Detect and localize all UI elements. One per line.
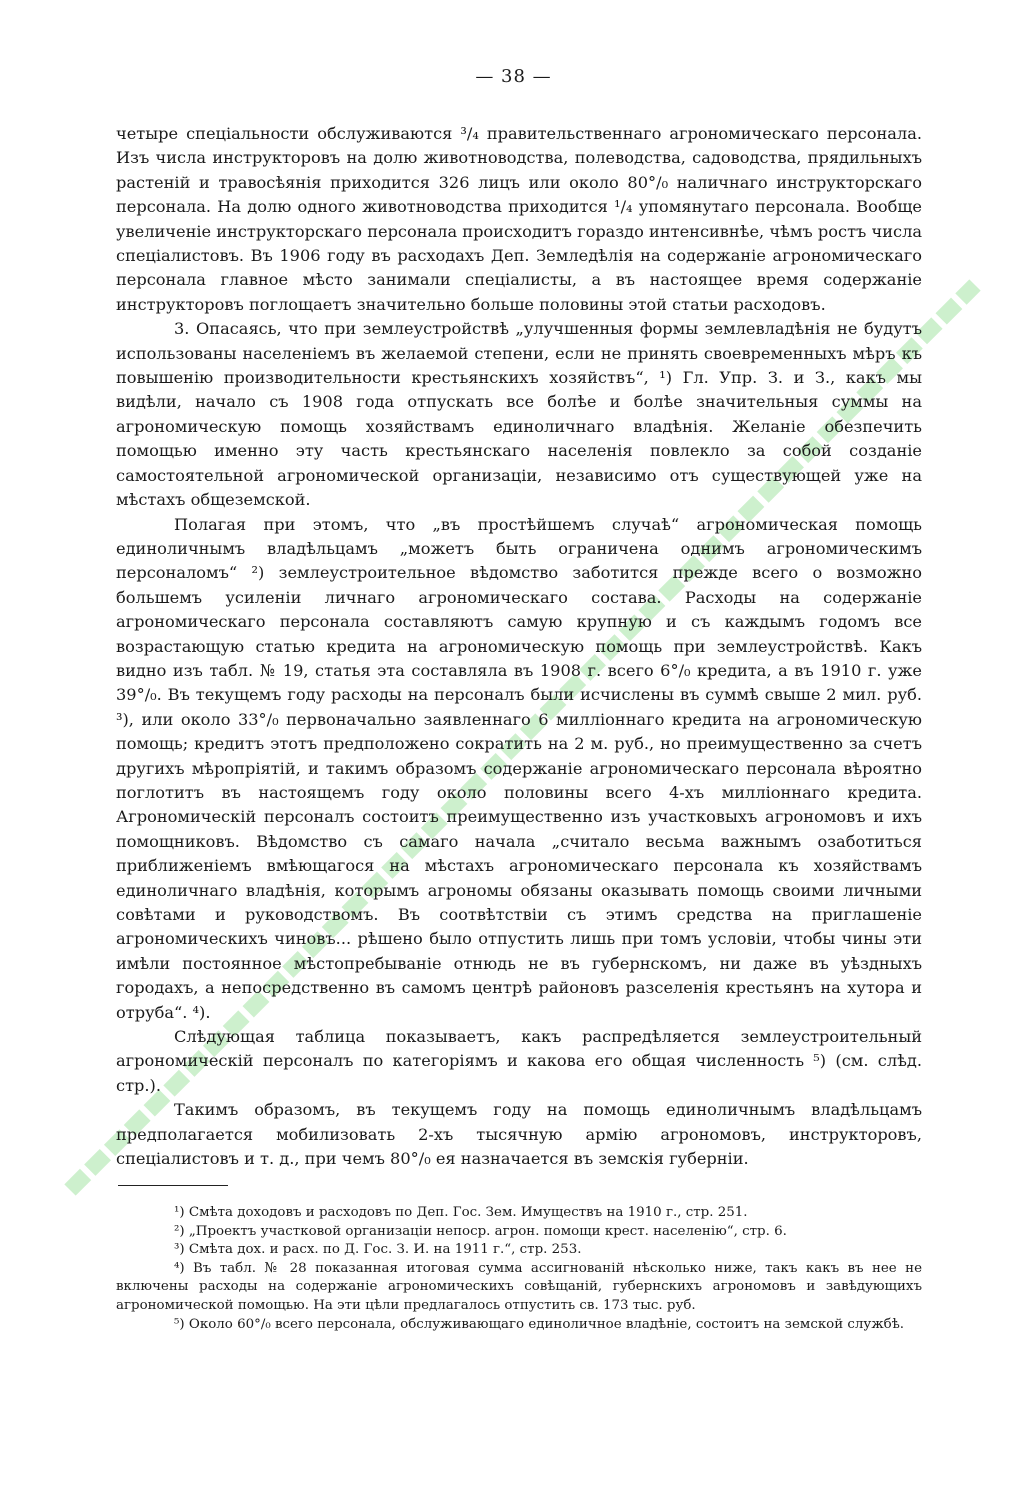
page-number: — 38 —	[475, 66, 552, 87]
paragraph-3: Полагая при этомъ, что „въ простѣйшемъ случаѣ“ агрономическая помощь единоличнымъ владѣльцамъ „можетъ быть ограничена однимъ агрономическимъ персоналомъ“ ²) землеустроительное вѣдомство заботится прежде всего о возможно большемъ усиленіи личнаго агрономическаго состава. Расходы на содержаніе агрономическаго персонала составляютъ самую крупную и съ каждымъ годомъ все возрастающую статью кредита на агрономическую помощь при землеустройствѣ. Какъ видно изъ табл. № 19, статья эта составляла въ 1908 г. всего 6°/₀ кредита, а въ 1910 г. уже 39°/₀. Въ текущемъ году расходы на персоналъ были исчислены въ суммѣ свыше 2 мил. руб. ³), или около 33°/₀ первоначально заявленнаго 6 милліоннаго кредита на агрономическую помощь; кредитъ этотъ предположено сократить на 2 м. руб., но преимущественно за счетъ другихъ мѣропріятій, и такимъ образомъ содержаніе агрономическаго персонала вѣроятно поглотитъ въ настоящемъ году около половины всего 4-хъ милліоннаго кредита. Агрономическій персоналъ состоитъ преимущественно изъ участковыхъ агрономовъ и ихъ помощниковъ. Вѣдомство съ самаго начала „считало весьма важнымъ озаботиться приближеніемъ вмѣющагося на мѣстахъ агрономическаго персонала къ хозяйствамъ единоличнаго владѣнія, которымъ агрономы обязаны оказывать помощь своими личными совѣтами и руководствомъ. Въ соотвѣтствіи съ этимъ средства на приглашеніе агрономическихъ чиновъ... рѣшено было отпустить лишь при томъ условіи, чтобы чины эти имѣли постоянное мѣстопребываніе отнюдь не въ губернскомъ, ни даже въ уѣздныхъ городахъ, а непосредственно въ самомъ центрѣ районовъ разселенія крестьянъ на хутора и отруба“. ⁴).	[116, 514, 922, 1022]
footnote-5: ⁵) Около 60°/₀ всего персонала, обслуживающаго единоличное владѣніе, состоитъ на земской службѣ.	[174, 1316, 905, 1332]
footnote-2: ²) „Проектъ участковой организаціи непоср. агрон. помощи крест. населенію“, стр. 6.	[174, 1223, 787, 1239]
footnotes	[116, 1204, 922, 1334]
footnote-divider	[118, 1185, 228, 1186]
paragraph-5: Такимъ образомъ, въ текущемъ году на помощь единоличнымъ владѣльцамъ предполагается мобилизовать 2-хъ тысячную армію агрономовъ, инструкторовъ, спеціалистовъ и т. д., при чемъ 80°/₀ ея назначается въ земскія губерніи.	[116, 1100, 922, 1169]
footnote-3: ³) Смѣта дох. и расх. по Д. Гос. З. И. на 1911 г.“, стр. 253.	[174, 1242, 582, 1258]
footnote-4: ⁴) Въ табл. № 28 показанная итоговая сумма ассигнованій нѣсколько ниже, такъ какъ въ нее не включены расходы на содержаніе агрономическихъ совѣщаній, губернскихъ агрономовъ и завѣдующихъ агрономической помощью. На эти цѣли предлагалось отпустить св. 173 тыс. руб.	[116, 1260, 922, 1313]
paragraph-1: четыре спеціальности обслуживаются ³/₄ правительственнаго агрономическаго персонала. Изъ числа инструкторовъ на долю животноводства, полеводства, садоводства, прядильныхъ растеній и травосѣянія приходится 326 лицъ или около 80°/₀ наличнаго инструкторскаго персонала. На долю одного животноводства приходится ¹/₄ упомянутаго персонала. Вообще увеличеніе инструкторскаго персонала происходитъ гораздо интенсивнѣе, чѣмъ ростъ числа спеціалистовъ. Въ 1906 году въ расходахъ Деп. Земледѣлія на содержаніе агрономическаго персонала главное мѣсто занимали спеціалисты, а въ настоящее время содержаніе инструкторовъ поглощаетъ значительно больше половины этой статьи расходовъ.	[116, 124, 922, 314]
footnote-1: ¹) Смѣта доходовъ и расходовъ по Деп. Гос. Зем. Имуществъ на 1910 г., стр. 251.	[174, 1205, 748, 1220]
paragraph-2: 3. Опасаясь, что при землеустройствѣ „улучшенныя формы землевладѣнія не будутъ использованы населеніемъ въ желаемой степени, если не принять своевременныхъ мѣръ къ повышенію производительности крестьянскихъ хозяйствъ“, ¹) Гл. Упр. З. и З., какъ мы видѣли, начало съ 1908 года отпускать все болѣе и болѣе значительныя суммы на агрономическую помощь хозяйствамъ единоличнаго владѣнія. Желаніе обезпечить помощью именно эту часть крестьянскаго населенія повлекло за собой созданіе самостоятельной агрономической организаціи, независимо отъ существующей уже на мѣстахъ общеземской.	[116, 319, 922, 510]
body-text	[116, 122, 922, 1171]
paragraph-4: Слѣдующая таблица показываетъ, какъ распредѣляется землеустроительный агрономическій персоналъ по категоріямъ и какова его общая численность ⁵) (см. слѣд. стр.).	[116, 1027, 922, 1095]
